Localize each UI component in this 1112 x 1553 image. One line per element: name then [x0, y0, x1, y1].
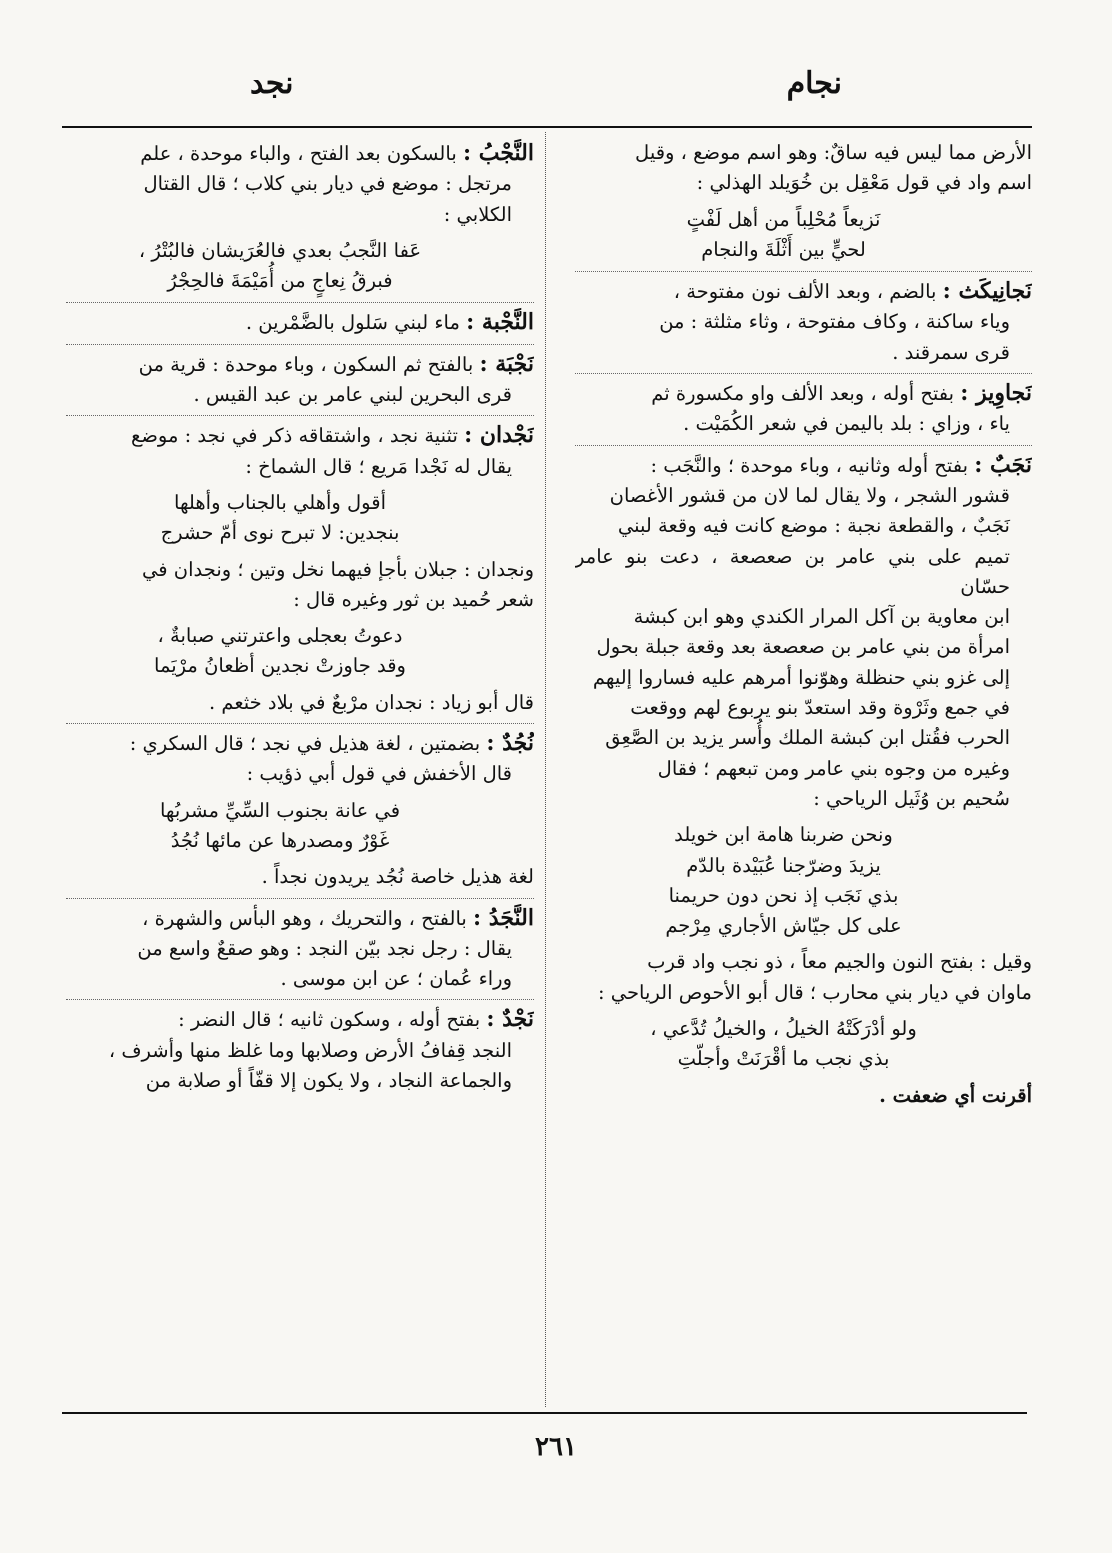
entry-separator [575, 445, 1032, 446]
verse [66, 796, 534, 857]
text-line: في جمع وثَرْوة وقد استعدّ بنو يربوع لهم ووقعت [630, 696, 1010, 720]
entry-separator [575, 373, 1032, 374]
text-line: قال أبو زياد : نجدان مرْبعٌ في بلاد خثعم . [208, 690, 534, 714]
text-line: ونجدان : جبلان بأجإ فيهما نخل وتين ؛ ونجدان في [142, 557, 534, 581]
text-line: قال الأخفش في قول أبي ذؤيب : [246, 762, 512, 786]
text-line: قرى سمرقند . [892, 340, 1010, 364]
verse [66, 236, 534, 297]
verse-line: على كل جيّاش الأجاري مِرْجم [665, 914, 902, 938]
entry-najawiz [575, 378, 1032, 409]
entry-term: نَجانِيكَث : [942, 278, 1032, 305]
verse-line: دعوتُ بعجلى واعترتني صبابةٌ ، [157, 624, 403, 648]
entry-separator [66, 302, 534, 303]
text-line: يقال : رجل نجد بيّن النجد : وهو صقعٌ واسع من [137, 936, 512, 960]
verse-line: بذي نَجَب إذ نحن دون حريمنا [668, 883, 899, 907]
text-line: اسم واد في قول مَعْقِل بن خُوَيلد الهذلي : [696, 171, 1032, 195]
entry-text: بفتح أوله ، وسكون ثانيه ؛ قال النضر : [178, 1008, 481, 1032]
entry-separator [66, 999, 534, 1000]
entry-text: بالفتح ، والتحريك ، وهو البأس والشهرة ، [142, 906, 467, 930]
entry-text: بضمتين ، لغة هذيل في نجد ؛ قال السكري : [129, 732, 481, 756]
text-line: سُحيم بن وُثَيل الرياحي : [813, 786, 1010, 810]
entry-annajad [66, 903, 534, 934]
header-rule [62, 126, 1032, 128]
text-line: نَجَبٌ ، والقطعة نجبة : موضع كانت فيه وقعة لبني [617, 514, 1010, 538]
entry-text: بفتح أوله وثانيه ، وباء موحدة ؛ والنَّجَب : [650, 453, 969, 477]
verse-line: نَزيعاً مُحْلِباً من أهل لَفْتٍ [686, 207, 881, 231]
text-line: قشور الشجر ، ولا يقال لما لان من قشور الأغصان [609, 483, 1010, 507]
entry-text: بفتح أوله ، وبعد الألف واو مكسورة ثم [651, 382, 955, 406]
text-line: الحرب فقُتل ابن كبشة الملك وأُسر يزيد بن الصَّعِق [605, 726, 1010, 750]
text-line: أقرنت أي ضعفت . [879, 1083, 1032, 1107]
text-line: لغة هذيل خاصة نُجُد يريدون نجداً . [261, 865, 534, 889]
page-number: ٢٦١ [535, 1432, 577, 1462]
entry-separator [575, 271, 1032, 272]
entry-text: بالضم ، وبعد الألف نون مفتوحة ، [673, 280, 937, 304]
text-line: الأرض مما ليس فيه ساقٌ: وهو اسم موضع ، وقيل [635, 141, 1032, 164]
entry-text: بالسكون بعد الفتح ، والباء موحدة ، علم [140, 142, 457, 165]
verse [575, 820, 1032, 941]
entry-najba [66, 349, 534, 380]
text-line: شعر حُميد بن ثور وغيره قال : [293, 587, 534, 611]
header-right-entry: نجام [786, 66, 842, 101]
verse-line: ونحن ضربنا هامة ابن خويلد [674, 823, 893, 847]
text-line: ياء ، وزاي : بلد باليمن في شعر الكُمَيْت . [683, 412, 1010, 436]
entry-annajb [66, 138, 534, 169]
entry-text: بالفتح ثم السكون ، وباء موحدة : قرية من [138, 352, 474, 376]
verse-line: لحيٍّ بين أَثْلَةَ والنجام [701, 237, 866, 261]
text-line: ابن معاوية بن آكل المرار الكندي وهو ابن كبشة [633, 605, 1010, 629]
text-line: إلى غزو بني حنظلة وهوّنوا أمرهم عليه فساروا إليهم [592, 665, 1010, 689]
text-line: مرتجل : موضع في ديار بني كلاب ؛ قال القتال [143, 172, 512, 196]
entry-nujud [66, 728, 534, 759]
text-line: والجماعة النجاد ، ولا يكون إلا قفّاً أو صلابة من [145, 1069, 512, 1093]
verse [575, 1014, 1032, 1075]
entry-term: نَجْبَة : [479, 350, 534, 377]
entry-term: نَجاوِيز : [960, 380, 1032, 407]
verse-line: عَفا النَّجبُ بعدي فالعُرَيشان فالبُتْرُ ، [138, 238, 422, 262]
entry-annajba [66, 307, 534, 338]
entry-term: النَّجَدُ : [473, 904, 534, 931]
text-line: وقيل : بفتح النون والجيم معاً ، ذو نجب واد قرب [647, 950, 1032, 974]
entry-term: نَجْدان : [464, 422, 534, 449]
entry-text: تثنية نجد ، واشتقاقه ذكر في نجد : موضع [130, 424, 458, 448]
entry-term: نَجْدٌ : [486, 1006, 534, 1033]
column-divider [545, 132, 546, 1407]
verse-line: فبرقُ نِعاجٍ من أُمَيْمَةَ فالحِجْرُ [167, 269, 393, 293]
verse-line: ولو أدْرَكَتْهُ الخيلُ ، والخيلُ تُدَّعي ، [650, 1017, 917, 1041]
entry-najab [575, 450, 1032, 481]
entry-separator [66, 344, 534, 345]
text-line: قرى البحرين لبني عامر بن عبد القيس . [193, 383, 512, 407]
right-column [575, 138, 1032, 1406]
verse [66, 621, 534, 682]
entry-separator [66, 723, 534, 724]
entry-najanikath [575, 276, 1032, 307]
text-line: يقال له نَجْدا مَريع ؛ قال الشماخ : [245, 454, 512, 478]
entry-term: النَّجْبُ : [462, 140, 534, 166]
verse-line: بذي نجب ما أقْرَنَتْ وأجلّتِ [677, 1047, 890, 1071]
left-column [66, 138, 534, 1406]
entry-separator [66, 415, 534, 416]
text-line: وراء عُمان ؛ عن ابن موسى . [280, 967, 512, 991]
entry-najd [66, 1004, 534, 1035]
entry-term: نَجَبٌ : [974, 451, 1032, 478]
verse [575, 205, 1032, 266]
header-left-entry: نجد [250, 66, 294, 101]
text-line: الكلابي : [443, 202, 512, 226]
text-line: امرأة من بني عامر بن صعصعة بعد وقعة جبلة بحول [596, 635, 1010, 659]
entry-najdan [66, 420, 534, 451]
verse-line: بنجدين: لا تبرح نوى أمّ حشرج [160, 521, 400, 545]
entry-term: النَّجْبة : [466, 309, 534, 336]
text-line: ماوان في ديار بني محارب ؛ قال أبو الأحوص الرياحي : [597, 980, 1032, 1004]
text-line: تميم على بني عامر بن صعصعة ، دعت بنو عامر حسّان [575, 544, 1010, 598]
verse-line: في عانة بجنوب السِّيِّ مشربُها [159, 798, 401, 822]
entry-separator [66, 898, 534, 899]
verse-line: وقد جاوزتْ نجدين أظعانُ مرْيَما [154, 654, 406, 678]
footer-rule [62, 1412, 1027, 1414]
text-line: وياء ساكنة ، وكاف مفتوحة ، وثاء مثلثة : من [659, 310, 1010, 334]
text-line: وغيره من وجوه بني عامر ومن تبعهم ؛ فقال [657, 756, 1010, 780]
verse-line: يزيدَ وضرّجنا عُبَيْدة بالدّم [686, 853, 881, 877]
text-line: النجد قِفافُ الأرض وصلابها وما غلظ منها وأشرف ، [108, 1038, 512, 1062]
verse-line: غَوْرٌ ومصدرها عن مائها نُجُدُ [170, 828, 390, 852]
entry-text: ماء لبني سَلول بالضَّمْرين . [245, 311, 460, 335]
entry-term: نُجُدٌ : [486, 730, 534, 757]
verse [66, 488, 534, 549]
verse-line: أقول وأهلي بالجناب وأهلها [174, 490, 386, 514]
